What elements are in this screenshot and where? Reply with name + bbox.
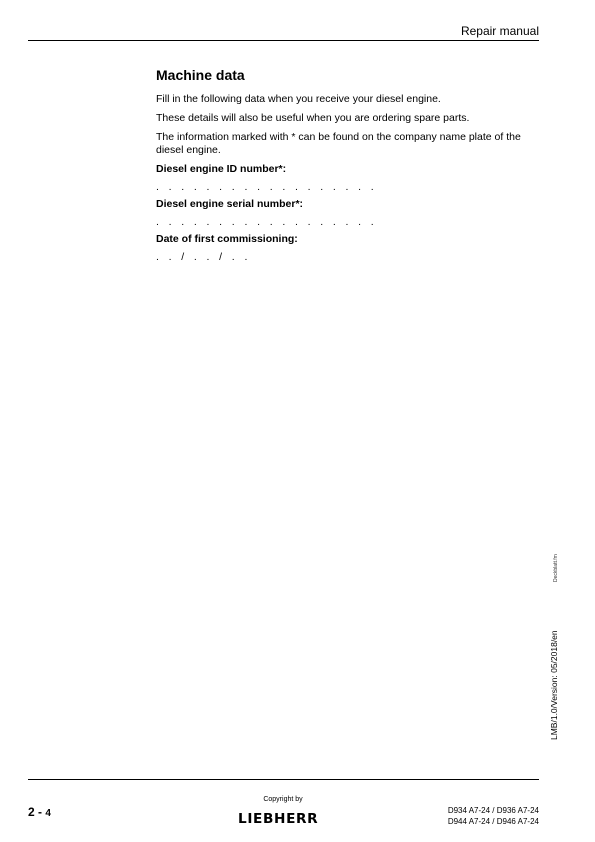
machine-data-section [156, 66, 541, 268]
engine-id-field: . . . . . . . . . . . . . . . . . . [156, 181, 378, 193]
name-plate-paragraph: The information marked with * can be found on the company name plate of the diesel engine. [156, 131, 521, 156]
serial-number-field: . . . . . . . . . . . . . . . . . . [156, 216, 378, 228]
intro-paragraph: Fill in the following data when you receive your diesel engine. [156, 93, 441, 105]
footer-divider [28, 779, 539, 780]
model-list [448, 805, 539, 827]
header-divider [28, 40, 539, 41]
section-title: Machine data [156, 67, 245, 83]
copyright-label: Copyright by [263, 796, 303, 803]
page-index: 4 [45, 808, 51, 819]
commissioning-date-field: . . / . . / . . [156, 251, 251, 263]
header-title: Repair manual [460, 24, 539, 38]
file-label: Deckblatt.fm [553, 554, 559, 582]
liebherr-logo: LIEBHERR [238, 812, 319, 827]
commissioning-date-label: Date of first commissioning: [156, 233, 298, 245]
page-chapter: 2 - [28, 805, 43, 819]
version-label: LMB/1.0/Version: 05/2018/en [549, 630, 559, 740]
model-line-2: D944 A7-24 / D946 A7-24 [447, 817, 539, 826]
serial-number-label: Diesel engine serial number*: [156, 198, 304, 210]
engine-id-label: Diesel engine ID number*: [156, 163, 287, 175]
spare-parts-paragraph: These details will also be useful when you are ordering spare parts. [156, 112, 470, 124]
page-number [28, 805, 51, 819]
model-line-1: D934 A7-24 / D936 A7-24 [447, 806, 539, 815]
